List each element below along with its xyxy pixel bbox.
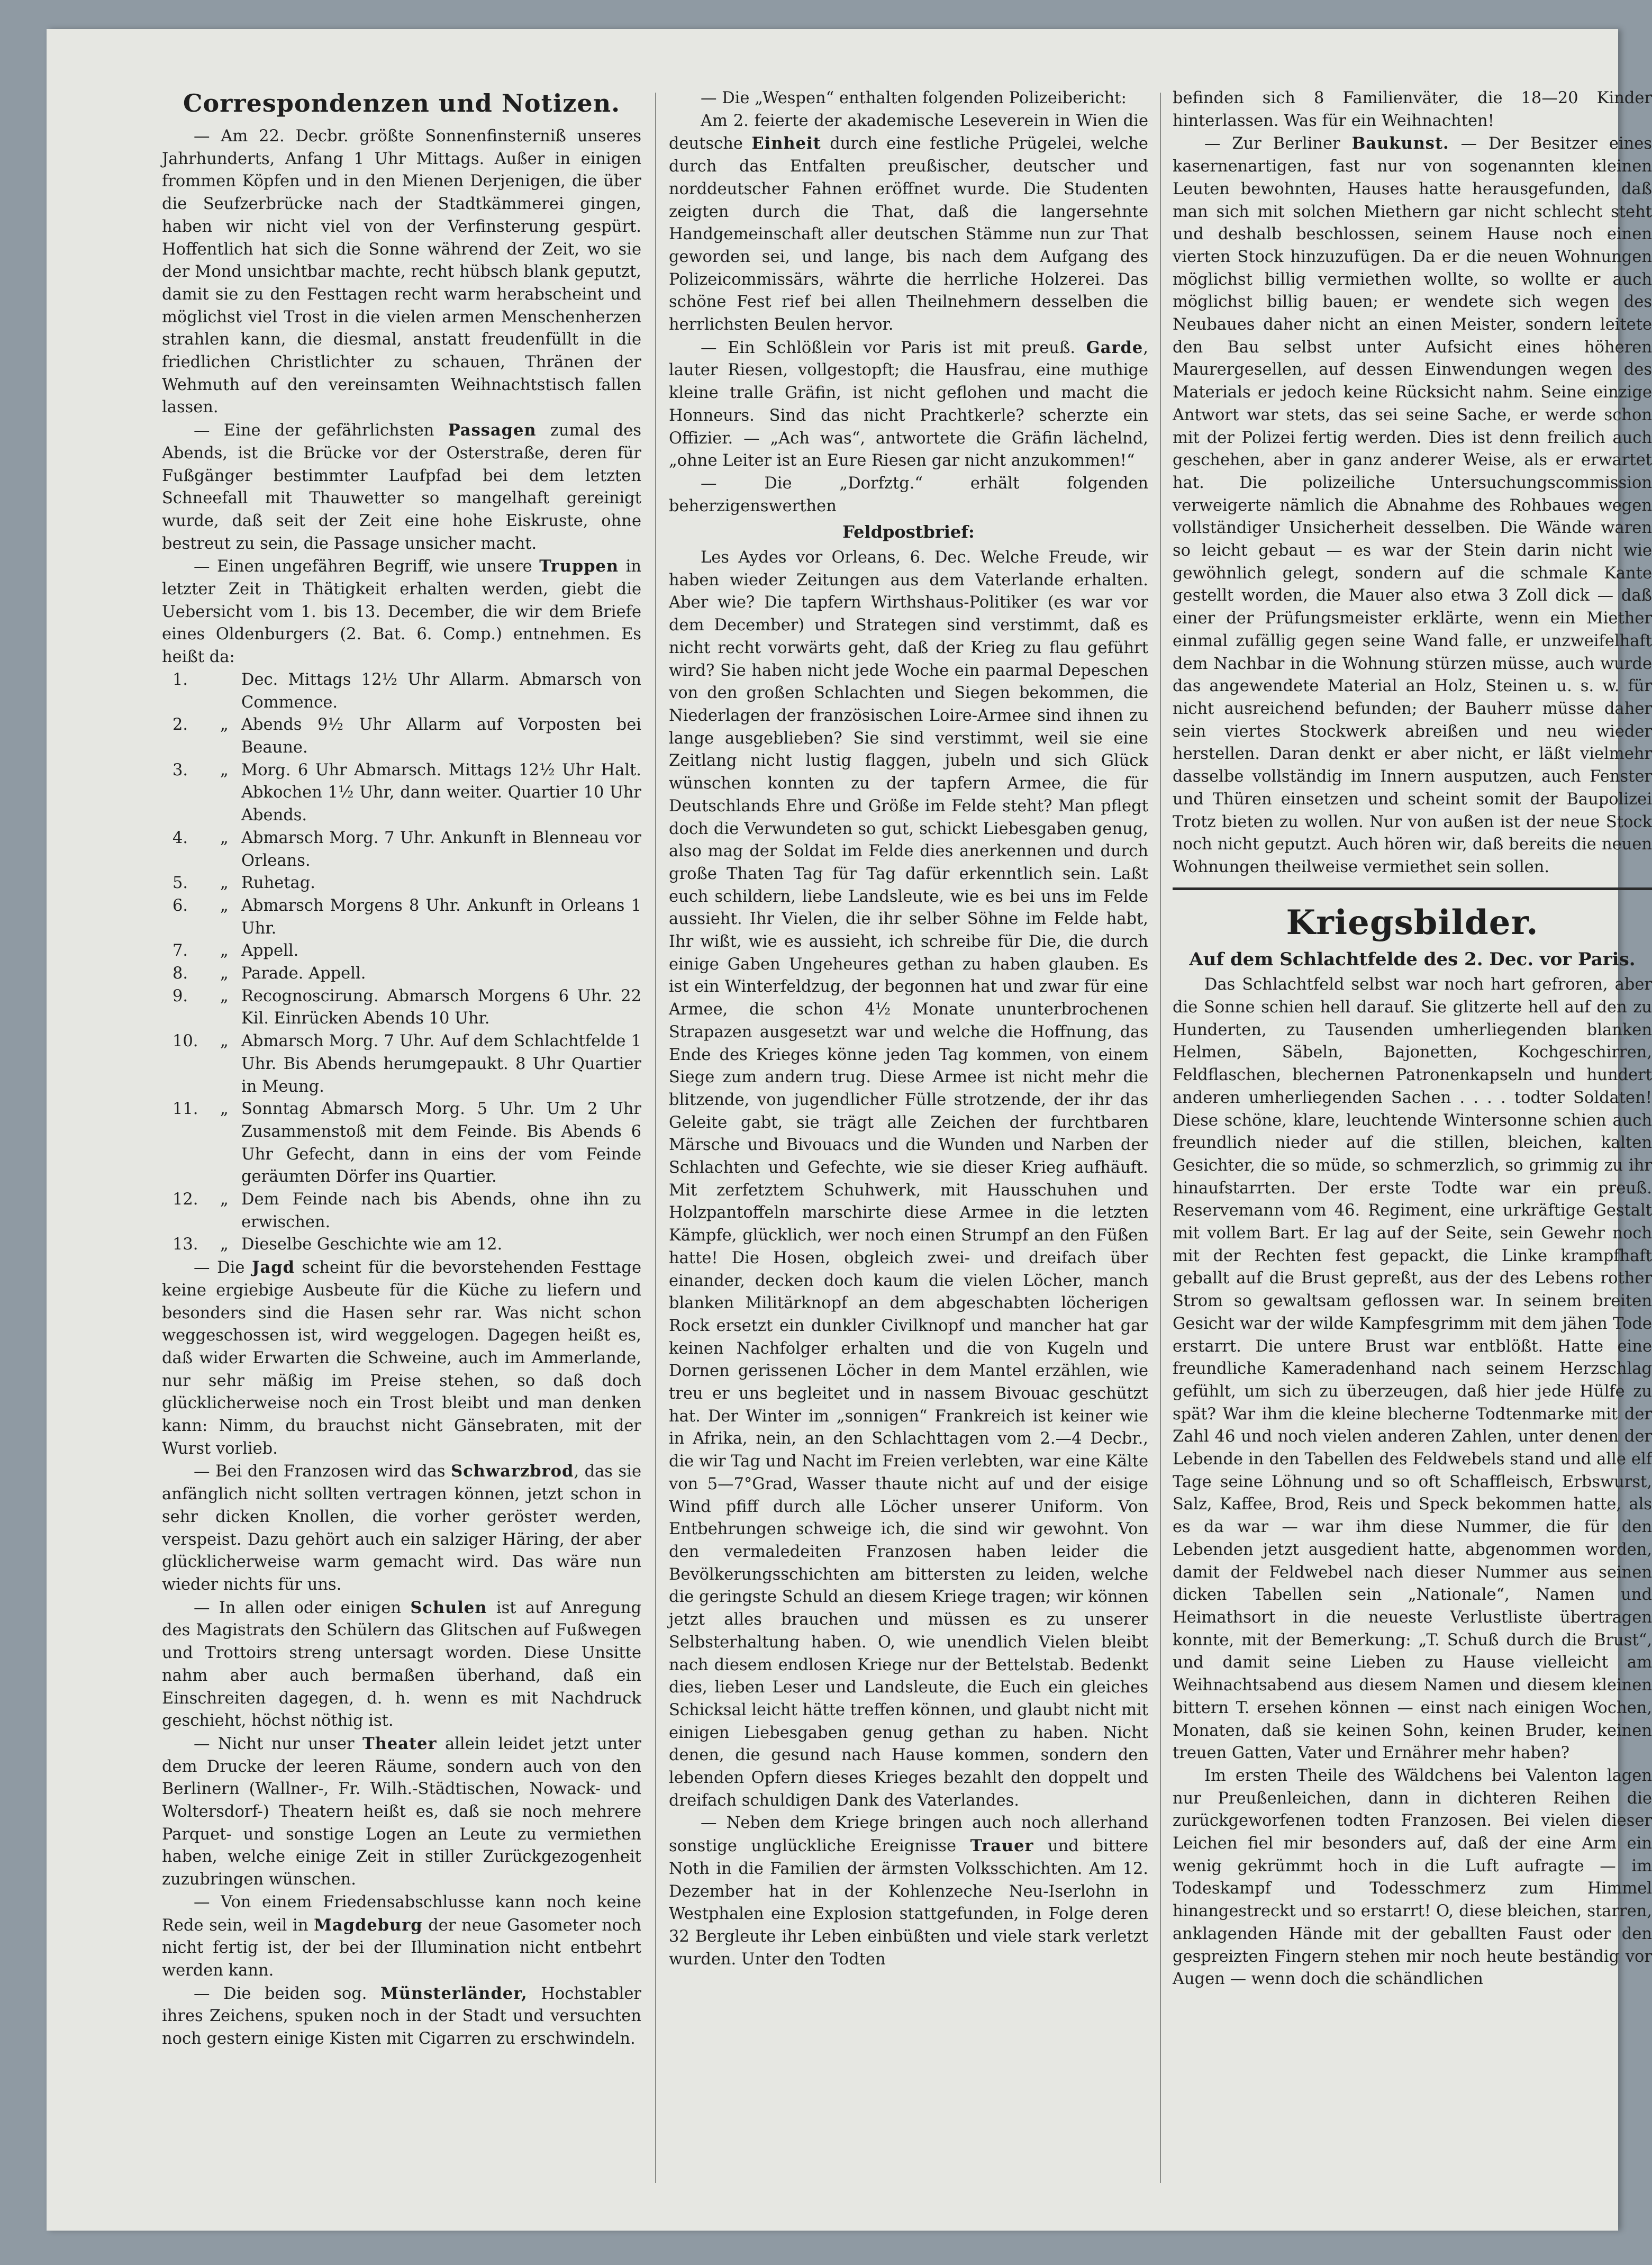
list-item-number: 12. (173, 1190, 198, 1209)
paragraph: Les Aydes vor Orleans, 6. Dec. Welche Freude, wir haben wieder Zeitungen aus dem Vaterlande erhalten. Aber wie? Die tapfern Wirthshaus-Politiker (es war vor dem December) und Strategen sind verstimmt, daß es nicht recht vorwärts geht, daß der Krieg zu flau geführt wird? Sie haben nicht jede Woche ein paarmal Depeschen von den großen Schlachten und Siegen bekommen, die Niederlagen der französischen Loire-Armee sind ihnen zu lange ausgeblieben? Sie sind verstimmt, weil sie eine Zeitlang nicht lustig flaggen, jubeln und sich Glück wünschen konnten zu der tapfern Armee, die für Deutschlands Ehre und Größe im Felde steht? Man pflegt doch die Verwundeten so gut, schickt Liebesgaben genug, also mag der Soldat im Felde dies anerkennen und durch große Thaten Tag für Tag dafür erkenntlich sein. Laßt euch schildern, liebe Landsleute, wie es bei uns im Felde aussieht. Ihr Vielen, die ihr selber Söhne im Felde habt, Ihr wißt, wie es aussieht, ich schreibe für Die, die durch einige Gaben Ungeheures gethan zu haben glauben. Es ist ein Winterfeldzug, der begonnen hat und zwar für eine Armee, die schon 4½ Monate ununterbrochenen Strapazen ausgesetzt war und welche die Hoffnung, das Ende des Krieges könne jeden Tag kommen, von einem Siege zum andern trug. Diese Armee ist nicht mehr die blitzende, von jugendlicher Fülle strotzende, der ihr das Geleite gabt, sie trägt alle Zeichen der furchtbaren Märsche und Bivouacs und die Wunden und Narben der Schlachten und Gefechte, wie sie dieser Krieg aufhäuft. Mit zerfetztem Schuhwerk, mit Hausschuhen und Holzpantoffeln marschirte diese Armee in die letzten Kämpfe, glücklich, wer noch einen Strumpf an den Füßen hatte! Die Hosen, obgleich zwei- und dreifach über einander, decken doch kaum die vielen Löcher, manch blanken Militärknopf an dem abgeschabten löcherigen Rock ersetzt ein dunkler Civilknopf und mancher hat gar keinen Nachfolger erhalten und die von Kugeln und Dornen gerissenen Löcher in dem Mantel erzählen, wie treu er uns begleitet und in nassem Bivouac geschützt hat. Der Winter im „sonnigen“ Frankreich ist keiner wie in Afrika, nein, an den Schlachttagen vom 2.—4 Decbr., die wir Tag und Nacht im Freien verlebten, war eine Kälte von 5—7°Grad, Wasser thaute nicht auf und der eisige Wind pfiff durch alle Löcher unserer Uniform. Von Entbehrungen schweige ich, die sind wir gewohnt. Von den vermaledeiten Franzosen haben leider die Bevölkerungsschichten am bittersten zu leiden, welche die geringste Schuld an diesem Kriege tragen; wir können jetzt alles brauchen und müssen es zu unserer Selbsterhaltung haben. O, wie unendlich Vielen bleibt nach diesem endlosen Kriege nur der Bettelstab. Bedenkt dies, lieben Leser und Landsleute, die Euch ein gleiches Schicksal leicht hätte treffen können, und glaubt nicht mit einigen Liebesgaben genug gethan zu haben. Nicht denen, die gesund nach Hause kommen, sondern den lebenden Opfern dieses Krieges bezahlt den doppelt und dreifach schuldigen Dank des Vaterlandes. (669, 548, 1148, 1810)
paragraph: — Zur Berliner Baukunst. — Der Besitzer eines kasernenartigen, fast nur von sogenannten kleinen Leuten bewohnten, Hauses hatte herausgefunden, daß man sich mit solchen Miethern gar nicht schlecht steht und deshalb beschlossen, seinem Hause noch einen vierten Stock hinzuzufügen. Da er die neuen Wohnungen möglichst billig vermiethen wollte, so wollte er auch möglichst billig bauen; er wendete sich wegen des Neubaues daher nicht an einen Meister, sondern leitete den Bau selbst unter Aufsicht eines höheren Maurergesellen, auf dessen Einwendungen wegen des Materials er jedoch keine Rücksicht nahm. Seine einzige Antwort war stets, das sei seine Sache, er werde schon mit der Polizei fertig werden. Dies ist denn freilich auch geschehen, aber in ganz anderer Weise, als er erwartet hat. Die polizeiliche Untersuchungscommission verweigerte nämlich die Abnahme des Rohbaues wegen vollständiger Unsicherheit desselben. Die Wände waren so leicht gebaut — es war der Stein darin nicht wie gewöhnlich gelegt, sondern auf die schmale Kante gestellt worden, die Mauer also etwa 3 Zoll dick — daß einer der Prüfungsmeister erklärte, wenn ein Miether einmal zufällig gegen seine Wand falle, er unzweifelhaft dem Nachbar in die Wohnung stürzen müsse, auch wurde das angewendete Material an Holz, Steinen u. s. w. für nicht ausreichend befunden; der Bauherr müsse daher sein viertes Stockwerk abreißen und neu wieder herstellen. Daran denkt er aber nicht, er läßt vielmehr dasselbe vollständig im Innern ausputzen, auch Fenster und Thüren einsetzen und scheint somit der Baupolizei Trotz bieten zu wollen. Nur von außen ist der neue Stock noch nicht geputzt. Auch hören wir, daß bereits die neuen Wohnungen theilweise vermiethet sein sollen. (1173, 134, 1652, 876)
paragraph: — Am 22. Decbr. größte Sonnenfinsterniß unseres Jahrhunderts, Anfang 1 Uhr Mittags. Außer in einigen frommen Köpfen und in den Mienen Derjenigen, die über die Seufzerbrücke nach der Stadtkämmerei gingen, haben wir nicht viel von der Verfinsterung gespürt. Hoffentlich hat sich die Sonne während der Zeit, wo sie der Mond unsichtbar machte, recht hübsch blank geputzt, damit sie zu den Festtagen recht warm herabscheint und möglichst viel Trost in die vielen armen Menschenherzen strahlen kann, die diesmal, anstatt freudenfüllt in die friedlichen Christlichter zu schauen, Thränen der Wehmuth auf den vereinsamten Weihnachtstisch fallen lassen. (162, 127, 641, 417)
list-item-text: Recognoscirung. Abmarsch Morgens 6 Uhr. 22 Kil. Einrücken Abends 10 Uhr. (241, 986, 641, 1028)
paragraph: — Neben dem Kriege bringen auch noch allerhand sonstige unglückliche Ereignisse Trauer und bittere Noth in die Familien der ärmsten Volksschichten. Am 12. Dezember hat in der Kohlenzeche Neu-Iserlohn in Westphalen eine Explosion stattgefunden, in Folge deren 32 Bergleute ihr Leben einbüßten und viele stark verletzt wurden. Unter den Todten (669, 1814, 1148, 1969)
keyword: Garde (1086, 338, 1143, 357)
list-item (162, 759, 641, 827)
list-item (162, 1234, 641, 1256)
paragraph: — Eine der gefährlichsten Passagen zumal des Abends, ist die Brücke vor der Osterstraße, deren für Fußgänger bestimmter Laufpfad bei dem letzten Schneefall mit Thauwetter so mangelhaft gereinigt wurde, daß seit der Zeit eine hohe Eiskruste, ohne bestreut zu sein, die Passage unsicher macht. (162, 421, 641, 553)
paragraph: befinden sich 8 Familienväter, die 18—20 Kinder hinterlassen. Was für ein Weihnachten! (1173, 89, 1652, 130)
section-title: Kriegsbilder. (1286, 902, 1539, 943)
list-item (162, 714, 641, 759)
paragraph: — Ein Schlößlein vor Paris ist mit preuß. Garde, lauter Riesen, vollgestopft; die Hausfrau, eine muthige kleine tralle Gräfin, ist nicht geflohen und macht die Honneurs. Sind das nicht Prachtkerle? scherzte ein Offizier. — „Ach was“, antwortete die Gräfin lächelnd, „ohne Leiter ist an Eure Riesen gar nicht anzukommen!“ (669, 338, 1148, 470)
keyword: Truppen (539, 557, 619, 576)
list-item (162, 940, 641, 963)
list-item (162, 1030, 641, 1098)
list-item-text: Dec. Mittags 12½ Uhr Allarm. Abmarsch von Commence. (241, 670, 641, 712)
list-item-number: 10. (173, 1032, 198, 1051)
list-item-text: Sonntag Abmarsch Morg. 5 Uhr. Um 2 Uhr Zusammenstoß mit dem Feinde. Bis Abends 6 Uhr Gefecht, dann in eins der vom Feinde geräumten Dörfer ins Quartier. (241, 1100, 641, 1186)
list-item (162, 872, 641, 895)
list-item-text: Appell. (241, 941, 299, 961)
ditto-mark: „ (220, 1235, 229, 1254)
ditto-mark: „ (220, 715, 229, 735)
ditto-mark: „ (220, 760, 229, 780)
keyword: Schwarzbrod (451, 1462, 574, 1481)
list-item-number: 4. (173, 828, 188, 847)
ditto-mark (220, 669, 241, 714)
list-item (162, 669, 641, 714)
list-item-text: Abmarsch Morg. 7 Uhr. Auf dem Schlachtfelde 1 Uhr. Bis Abends herumgepaukt. 8 Uhr Quartier in Meung. (241, 1032, 641, 1096)
column-left (162, 87, 641, 2188)
keyword: Magdeburg (314, 1915, 423, 1935)
list-item-text: Abends 9½ Uhr Allarm auf Vorposten bei Beaune. (241, 715, 641, 757)
list-item-text: Dem Feinde nach bis Abends, ohne ihn zu erwischen. (241, 1190, 641, 1231)
list-item-number: 8. (173, 964, 188, 983)
list-item (162, 985, 641, 1030)
section-title: Correspondenzen und Notizen. (183, 89, 621, 117)
keyword: Jagd (252, 1258, 295, 1278)
paragraph: — Die „Wespen“ enthalten folgenden Polizeibericht: (701, 89, 1127, 107)
troop-diary-list (162, 669, 641, 1256)
keyword: Baukunst. (1351, 134, 1449, 153)
list-item-text: Parade. Appell. (241, 964, 366, 983)
ditto-mark: „ (220, 986, 229, 1005)
column-divider (655, 93, 656, 2183)
paragraph: — Bei den Franzosen wird das Schwarzbrod, das sie anfänglich nicht sollten vertragen können, jetzt schon in sehr dicken Knollen, die vorher gerösteт werden, verspeist. Dazu gehört auch ein salziger Häring, der aber glücklicherweise warm gemacht wird. Das wäre nun wieder nichts für uns. (162, 1462, 641, 1594)
list-item-number: 5. (173, 874, 188, 893)
list-item (162, 827, 641, 872)
paragraph: Am 2. feierte der akademische Leseverein in Wien die deutsche Einheit durch eine festliche Prügelei, welche durch das Entfalten preußischer, deutscher und norddeutscher Fahnen eröffnet wurde. Die Studenten zeigten durch die That, daß die langersehnte Handgemeinschaft aller deutschen Stämme nun zur That geworden sei, und lange, bis nach dem Aufgang des Polizeicommissärs, währte die herrliche Holzerei. Das schöne Fest rief bei allen Theilnehmern desselben die herrlichsten Beulen hervor. (669, 111, 1148, 334)
ditto-mark: „ (220, 964, 229, 983)
ditto-mark: „ (220, 1100, 229, 1119)
list-item-number: 2. (173, 715, 188, 735)
list-item (162, 963, 641, 985)
paragraph: — Die Jagd scheint für die bevorstehenden Festtage keine ergiebige Ausbeute für die Küche zu liefern und besonders sind die Hasen sehr rar. Was nicht schon weggeschossen ist, wird weggelogen. Dagegen heißt es, daß wider Erwarten die Schweine, auch im Ammerlande, nur sehr mäßig im Preise stehen, so daß doch glücklicherweise noch ein Trost bleibt und man denken kann: Nimm, du brauchst nicht Gänsebraten, mit der Wurst vorlieb. (162, 1258, 641, 1458)
paragraph: Im ersten Theile des Wäldchens bei Valenton lagen nur Preußenleichen, dann in dichteren Reihen die zurückgeworfenen todten Franzosen. Bei vielen dieser Leichen fiel mir besonders auf, daß der eine Arm ein wenig gekrümmt hoch in die Luft aufragte — im Todeskampf und Todesschmerz zum Himmel hinangestreckt und so erstarrt! O, diese bleichen, starren, anklagenden Hände mit der geballten Faust oder den gespreizten Fingern stehen mir noch heute beständig vor Augen — wenn doch die schändlichen (1173, 1766, 1652, 1989)
list-item-number: 7. (173, 941, 188, 961)
newspaper-page (47, 29, 1652, 2231)
ditto-mark: „ (220, 1032, 229, 1051)
section-rule (1173, 887, 1652, 890)
ditto-mark: „ (220, 941, 229, 961)
list-item-text: Dieselbe Geschichte wie am 12. (241, 1235, 503, 1254)
letter-heading: Feldpostbrief: (842, 522, 975, 542)
paragraph: — Nicht nur unser Theater allein leidet jetzt unter dem Drucke der leeren Räume, sondern auch von den Berlinern (Wallner-, Fr. Wilh.-Städtischen, Nowack- und Woltersdorf-) Theatern heißt es, daß sie noch mehrere Parquet- und sonstige Logen an Leute zu vermiethen haben, welche einige Zeit in stiller Zurückgezogenheit zuzubringen wünschen. (162, 1734, 642, 1889)
paragraph: — Einen ungefähren Begriff, wie unsere Truppen in letzter Zeit in Thätigkeit erhalten werden, giebt die Uebersicht vom 1. bis 13. December, die wir dem Briefe eines Oldenburgers (2. Bat. 6. Comp.) entnehmen. Es heißt da: (162, 557, 642, 667)
column-right (1173, 87, 1652, 2188)
keyword: Schulen (410, 1598, 487, 1617)
list-item-text: Abmarsch Morgens 8 Uhr. Ankunft in Orleans 1 Uhr. (241, 896, 641, 938)
paragraph: Das Schlachtfeld selbst war noch hart gefroren, aber die Sonne schien hell darauf. Sie glitzerte hell auf den zu Hunderten, zu Tausenden umherliegenden blanken Helmen, Säbeln, Bajonetten, Kochgeschirren, Feldflaschen, blechernen Patronenkapseln und hundert anderen umherliegenden Sachen . . . . todter Soldaten! Diese schöne, klare, leuchtende Wintersonne schien auch freundlich nieder auf die stillen, bleichen, kalten Gesichter, die so müde, so schmerzlich, so grimmig zu ihr hinaufstarrten. Der erste Todte war ein preuß. Reservemann vom 46. Regiment, eine urkräftige Gestalt mit vollem Bart. Er lag auf der Seite, sein Gewehr noch mit der Rechten fest gepackt, die Linke krampfhaft geballt auf die Brust gepreßt, aus der des Lebens rother Strom so gewaltsam geflossen war. In seinem breiten Gesicht war der wilde Kampfesgrimm mit dem jähen Tode erstarrt. Die untere Brust war entblößt. Hatte eine freundliche Kameradenhand nach seinem Herzschlag gefühlt, um sich zu überzeugen, daß hier jede Hülfe zu spät? War ihm die kleine blecherne Todtenmarke mit der Zahl 46 und noch vielen anderen Zahlen, unter denen der Lebende in den Tabellen des Feldwebels stand und alle elf Tage seine Löhnung und so oft Schaffleisch, Erbswurst, Salz, Kaffee, Brod, Reis und Speck bekommen hatte, als es da war — war ihm diese Nummer, die für den Lebenden jetzt ausgedient hatte, abgenommen worden, damit der Feldwebel nach dieser Nummer aus seinen dicken Tabellen sein „Nationale“, Namen und Heimathsort in die neueste Verlustliste übertragen konnte, mit der Bemerkung: „T. Schuß durch die Brust“, und damit seine Lieben zu Hause vielleicht am Weihnachtsabend aus diesem Namen und diesem kleinen bittern T. ersehen können — einst nach einigen Wochen, Monaten, daß sie keinen Sohn, keinen Bruder, keinen treuen Gatten, Vater und Ernährer mehr haben? (1173, 975, 1652, 1763)
list-item (162, 1098, 641, 1189)
list-item-number: 3. (173, 760, 188, 780)
ditto-mark: „ (220, 874, 229, 893)
paragraph: — Die „Dorfztg.“ erhält folgenden beherzigenswerthen (669, 474, 1148, 515)
keyword: Theater (362, 1734, 437, 1753)
column-divider (1160, 93, 1161, 2183)
keyword: Münsterländer, (380, 1983, 528, 2003)
list-item-text: Ruhetag. (241, 874, 315, 893)
list-item-text: Abmarsch Morg. 7 Uhr. Ankunft in Blenneau vor Orleans. (241, 828, 641, 870)
list-item (162, 895, 641, 940)
list-item-number: 11. (173, 1100, 198, 1119)
list-item-number: 9. (173, 986, 188, 1005)
paragraph: — Die beiden sog. Münsterländer, Hochstabler ihres Zeichens, spuken noch in der Stadt und versuchten noch gestern einige Kisten mit Cigarren zu erschwindeln. (162, 1983, 641, 2049)
list-item-number: 13. (173, 1235, 198, 1254)
article-subtitle: Auf dem Schlachtfelde des 2. Dec. vor Paris. (1189, 948, 1636, 970)
ditto-mark: „ (220, 828, 229, 847)
column-middle (669, 87, 1148, 2188)
ditto-mark: „ (220, 1190, 229, 1209)
ditto-mark: „ (220, 896, 229, 915)
paragraph: — In allen oder einigen Schulen ist auf Anregung des Magistrats den Schülern das Glitschen auf Fußwegen und Trottoirs streng untersagt worden. Diese Unsitte nahm aber auch bermaßen überhand, daß ein Einschreiten dagegen, d. h. wenn es mit Nachdruck geschieht, höchst nöthig ist. (162, 1598, 641, 1731)
keyword: Einheit (751, 134, 821, 153)
paragraph: — Von einem Friedensabschlusse kann noch keine Rede sein, weil in Magdeburg der neue Gasometer noch nicht fertig ist, der bei der Illumination nicht entbehrt werden kann. (162, 1892, 641, 1980)
keyword: Trauer (970, 1836, 1034, 1856)
list-item-number: 1. (173, 670, 188, 689)
list-item (162, 1189, 641, 1234)
keyword: Passagen (448, 421, 537, 440)
list-item-text: Morg. 6 Uhr Abmarsch. Mittags 12½ Uhr Halt. Abkochen 1½ Uhr, dann weiter. Quartier 10 Uhr Abends. (241, 760, 641, 825)
list-item-number: 6. (173, 896, 188, 915)
